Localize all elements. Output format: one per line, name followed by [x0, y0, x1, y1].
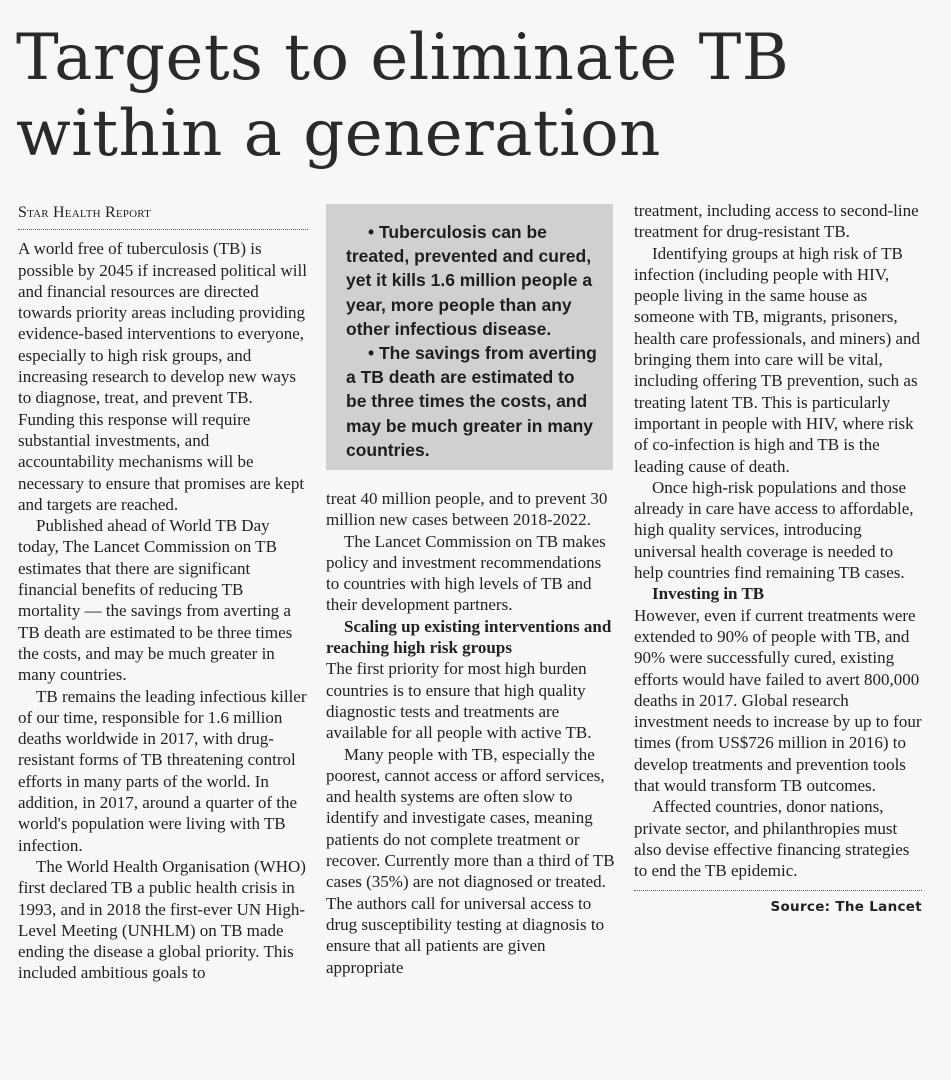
column-2: [326, 488, 616, 978]
col3-paragraph-3: Once high-risk populations and those already in care have access to affordable, high quality services, introducing universal health coverage is needed to help countries find remaining TB cases.: [634, 477, 914, 583]
byline-divider: [18, 229, 308, 230]
highlight-bullet-2: • The savings from averting a TB death are estimated to be three times the costs, and may be much greater in many countries.: [346, 343, 597, 460]
col1-paragraph-3: TB remains the leading infectious killer of our time, responsible for 1.6 million deaths worldwide in 2017, with drug-resistant forms of TB threatening control efforts in many parts of the world. In addition, in 2017, around a quarter of the world's population were living with TB infection.: [18, 686, 307, 855]
col1-paragraph-2: Published ahead of World TB Day today, The Lancet Commission on TB estimates that there are significant financial benefits of reducing TB mortality — the savings from averting a TB death are estimated to be three times the costs, and may be much greater in many countries.: [18, 516, 293, 685]
col1-paragraph-1: A world free of tuberculosis (TB) is possible by 2045 if increased political will and financial resources are directed towards priority areas including providing evidence-based interventions to everyone, especially to high risk groups, and increasing research to develop new ways to diagnose, treat, and prevent TB. Funding this response will require substantial investments, and accountability mechanisms will be necessary to ensure that promises are kept and targets are reached.: [18, 239, 307, 514]
col2-paragraph-1: treat 40 million people, and to prevent 30 million new cases between 2018-2022.: [326, 489, 608, 530]
column-3: [634, 200, 922, 918]
column-1: [18, 200, 308, 984]
col3-paragraph-1: treatment, including access to second-line treatment for drug-resistant TB.: [634, 201, 919, 242]
headline: [16, 20, 789, 172]
col2-paragraph-4: Many people with TB, especially the poorest, cannot access or afford services, and health systems are often slow to identify and investigate cases, meaning patients do not complete treatment or recover. Currently more than a third of TB cases (35%) are not diagnosed or treated. The authors call for universal access to drug susceptibility testing at diagnosis to ensure that all patients are given appropriate: [326, 744, 615, 977]
source-credit: Source: The Lancet: [770, 898, 922, 915]
col2-subheading: Scaling up existing interventions and reaching high risk groups: [326, 616, 612, 658]
col2-paragraph-2: The Lancet Commission on TB makes policy and investment recommendations to countries with high levels of TB and their development partners.: [326, 531, 606, 615]
highlight-box: [326, 204, 613, 470]
col2-paragraph-3: The first priority for most high burden countries is to ensure that high quality diagnostic tests and treatments are available for all people with active TB.: [326, 659, 592, 743]
end-divider: [634, 890, 922, 891]
byline: Star Health Report: [18, 204, 152, 221]
headline-line-2: within a generation: [16, 97, 661, 171]
col3-paragraph-2: Identifying groups at high risk of TB infection (including people with HIV, people living in the same house as someone with TB, migrants, prisoners, health care professionals, and miners) and bringing them into care will be vital, including offering TB prevention, such as treating latent TB. This is particularly important in people with HIV, where risk of co-infection is high and TB is the leading cause of death.: [634, 243, 921, 476]
col3-subheading: Investing in TB: [652, 584, 765, 604]
headline-line-1: Targets to eliminate TB: [16, 21, 790, 95]
col1-paragraph-4: The World Health Organisation (WHO) first declared TB a public health crisis in 1993, and in 2018 the first-ever UN High-Level Meeting (UNHLM) on TB made ending the disease a global priority. This included ambitious goals to: [18, 856, 306, 983]
highlight-bullet-1: • Tuberculosis can be treated, prevented and cured, yet it kills 1.6 million people a year, more people than any other infectious disease.: [346, 222, 593, 339]
col3-paragraph-5: Affected countries, donor nations, private sector, and philanthropies must also devise effective financing strategies to end the TB epidemic.: [634, 797, 910, 881]
col3-paragraph-4: However, even if current treatments were extended to 90% of people with TB, and 90% were successfully cured, existing efforts would have failed to avert 800,000 deaths in 2017. Global research investment needs to increase by up to four times (from US$726 million in 2016) to develop treatments and prevention tools that would transform TB outcomes.: [634, 605, 922, 796]
